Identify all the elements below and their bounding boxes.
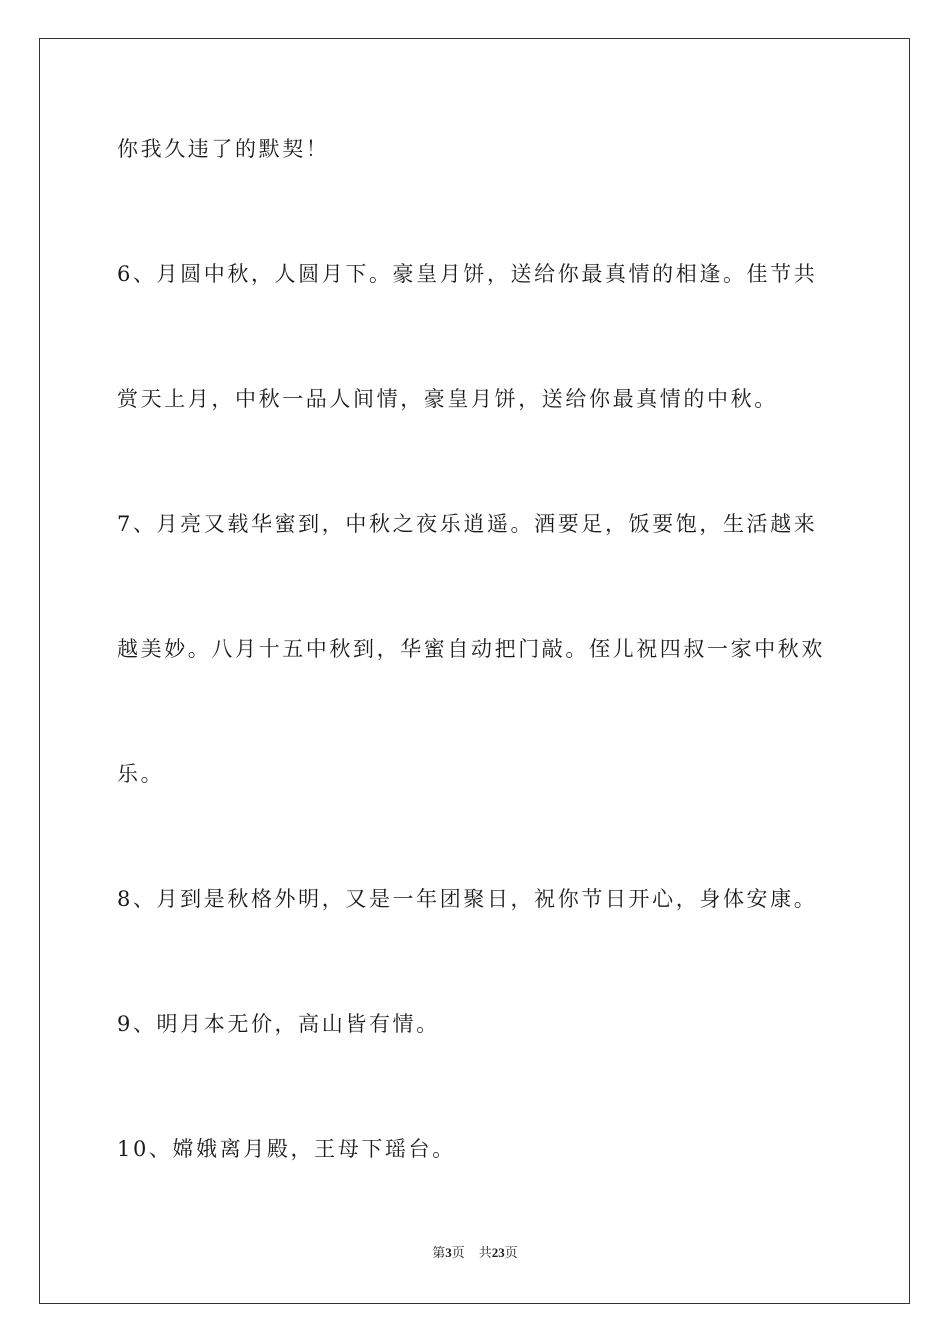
text-line-4: 7、月亮又载华蜜到，中秋之夜乐逍遥。酒要足，饭要饱，生活越来	[117, 512, 818, 536]
text-line-7: 8、月到是秋格外明，又是一年团聚日，祝你节日开心，身体安康。	[117, 887, 818, 911]
text-line-9: 10、嫦娥离月殿，王母下瑶台。	[117, 1137, 456, 1161]
total-label-suffix: 页	[504, 1246, 518, 1261]
text-line-5: 越美妙。八月十五中秋到，华蜜自动把门敲。侄儿祝四叔一家中秋欢	[117, 637, 825, 661]
text-line-1: 你我久违了的默契！	[117, 137, 330, 161]
page-number: 3	[445, 1245, 452, 1260]
page-footer	[0, 1244, 950, 1263]
text-line-2: 6、月圆中秋，人圆月下。豪皇月饼，送给你最真情的相逢。佳节共	[117, 262, 818, 286]
text-line-6: 乐。	[117, 762, 165, 786]
text-line-8: 9、明月本无价，高山皆有情。	[117, 1012, 440, 1036]
text-line-3: 赏天上月，中秋一品人间情，豪皇月饼，送给你最真情的中秋。	[117, 387, 778, 411]
total-label-prefix: 共	[478, 1246, 492, 1261]
page-border	[39, 38, 910, 1304]
page-label-prefix: 第	[432, 1246, 446, 1261]
total-pages: 23	[491, 1245, 505, 1260]
page-label-suffix: 页	[451, 1246, 465, 1261]
